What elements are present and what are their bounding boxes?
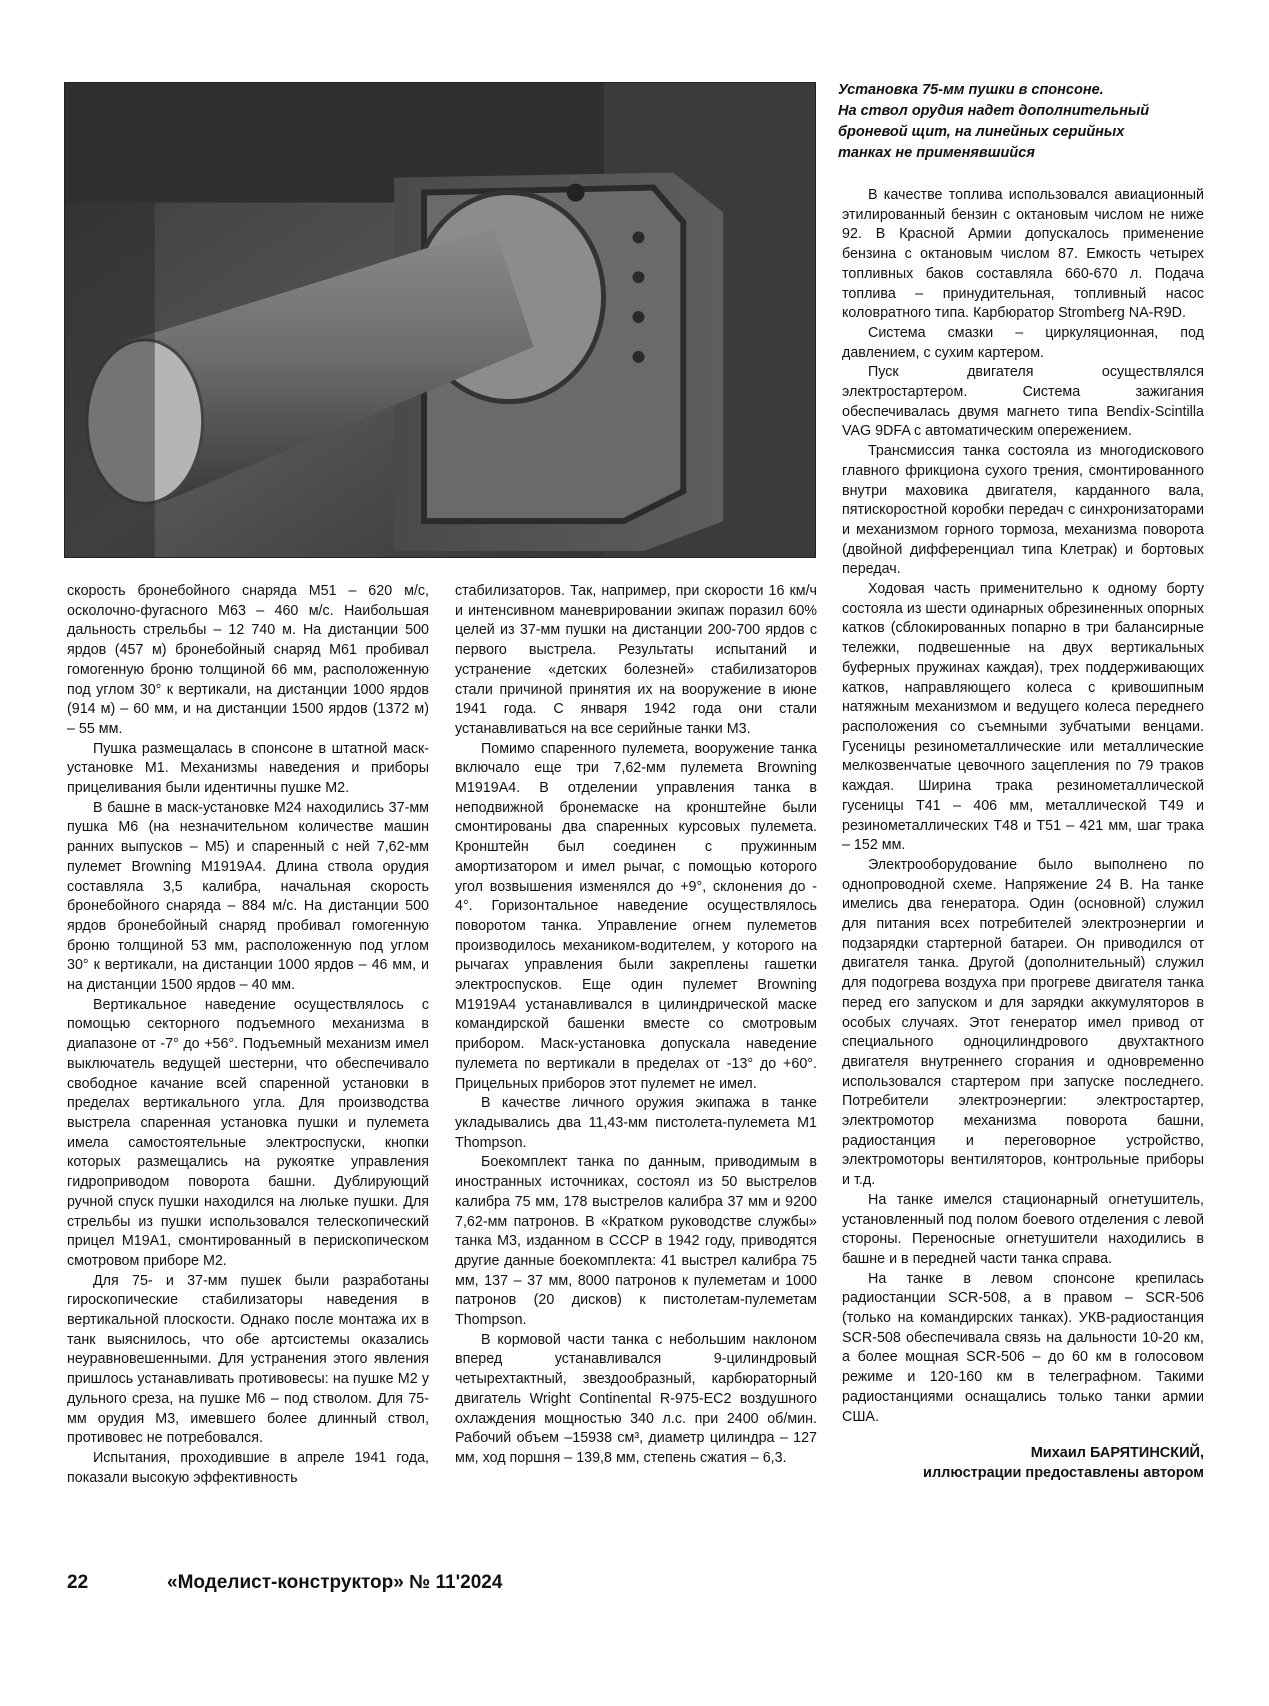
paragraph: В башне в маск-установке М24 находились 37-мм пушка М6 (на незначительном количестве машин ранних выпусков – М5) и спаренный с ней 7,62-мм пулемет Browning M1919A4. Длина ствола орудия составляла 3,5 калибра, начальная скорость бронебойного снаряда – 884 м/с. На дистанции 500 ярдов бронебойный снаряд пробивал гомогенную броню толщиной 53 мм, расположенную под углом 30° к вертикали, на дистанции 1000 ярдов – 46 мм, и на дистанции 1500 ярдов – 40 мм.	[67, 799, 429, 994]
photo-caption	[838, 80, 1218, 164]
paragraph: В кормовой части танка с небольшим наклоном вперед устанавливался 9-цилиндровый четырехтактный, звездообразный, карбюраторный двигатель Wright Continental R-975-EC2 воздушного охлаждения мощностью 340 л.с. при 2400 об/мин. Рабочий объем –15938 см³, диаметр цилиндра – 127 мм, ход поршня – 139,8 мм, степень сжатия – 6,3.	[455, 1331, 817, 1466]
author-name: Михаил БАРЯТИНСКИЙ,	[1030, 1445, 1204, 1462]
author-signature	[842, 1443, 1204, 1483]
text-column-1	[67, 582, 429, 1488]
paragraph: стабилизаторов. Так, например, при скорости 16 км/ч и интенсивном маневрировании экипаж поразил 60% целей из 37-мм пушки на дистанции 200-700 ярдов с первого выстрела. Результаты испытаний и устранение «детских болезней» стабилизаторов стали причиной принятия их на вооружение в июне 1941 года. С января 1942 года они стали устанавливаться на все серийные танки М3.	[455, 583, 817, 737]
paragraph: Боекомплект танка по данным, приводимым в иностранных источниках, состоял из 50 выстрелов калибра 75 мм, 178 выстрелов калибра 37 мм и 9200 7,62-мм патронов. В «Кратком руководстве службы» танка М3, изданном в СССР в 1942 году, приводятся другие данные боекомплекта: 41 выстрел калибра 75 мм, 137 – 37 мм, 8000 патронов к пулеметам и 1000 патронов (20 дисков) к пистолетам-пулеметам Thompson.	[455, 1154, 817, 1329]
paragraph: В качестве личного оружия экипажа в танке укладывались два 11,43-мм пистолета-пулемета M1 Thompson.	[455, 1095, 817, 1151]
paragraph: Трансмиссия танка состояла из многодискового главного фрикциона сухого трения, смонтированного внутри маховика двигателя, карданного вала, пятискоростной коробки передач с синхронизаторами и механизмом горного тормоза, механизма поворота (двойной дифференциал типа Клетрак) и бортовых передач.	[842, 443, 1204, 578]
paragraph: На танке имелся стационарный огнетушитель, установленный под полом боевого отделения с левой стороны. Переносные огнетушители находились в башне и в передней части танка справа.	[842, 1191, 1204, 1267]
paragraph: Помимо спаренного пулемета, вооружение танка включало еще три 7,62-мм пулемета Browning M1919A4. В отделении управления танка в неподвижной бронемаске на кронштейне были смонтированы два спаренных курсовых пулемета. Кронштейн был соединен с пружинным амортизатором и имел рычаг, с помощью которого угол возвышения изменялся до +9°, склонения до - 4°. Горизонтальное наведение осуществлялось поворотом танка. Управление огнем пулеметов производилось механиком-водителем, у которого на рычагах управления были закреплены гашетки электроспусков. Еще один пулемет Browning M1919A4 устанавливался в цилиндрической маске командирской башенки вместе со смотровым прибором. Маск-установка допускала наведение пулемета по вертикали в пределах от -13° до +60°. Прицельных приборов этот пулемет не имел.	[455, 740, 817, 1092]
gun-sponson-photo	[64, 82, 816, 558]
caption-line: На ствол орудия надет дополнительный	[838, 103, 1150, 119]
paragraph: Электрооборудование было выполнено по однопроводной схеме. Напряжение 24 В. На танке имелись два генератора. Один (основной) служил для питания всех потребителей электроэнергии и подзарядки стартерной батареи. Он приводился от двигателя танка. Другой (дополнительный) служил для подогрева воздуха при прогреве двигателя танка перед его запуском и для зарядки аккумуляторов в особых случаях. Этот генератор имел привод от специального одноцилиндрового двухтактного двигателя внутреннего сгорания и одновременно использовался стартером при запуске последнего. Потребители электроэнергии: электростартер, электромотор механизма поворота башни, радиостанция и переговорное устройство, электромоторы вентиляторов, контрольные приборы и т.д.	[842, 856, 1204, 1189]
photo-icon	[65, 83, 815, 557]
text-column-3	[842, 186, 1204, 1483]
caption-line: броневой щит, на линейных серийных	[838, 124, 1125, 140]
magazine-title: «Моделист-конструктор» № 11'2024	[167, 1572, 503, 1593]
paragraph: Система смазки – циркуляционная, под давлением, с сухим картером.	[842, 324, 1204, 361]
paragraph: Пушка размещалась в спонсоне в штатной маск-установке М1. Механизмы наведения и приборы прицеливания были идентичны пушке М2.	[67, 740, 429, 797]
paragraph: Пуск двигателя осуществлялся электростартером. Система зажигания обеспечивалась двумя магнето типа Bendix-Scintilla VAG 9DFA с автоматическим опережением.	[842, 364, 1204, 440]
page-number: 22	[67, 1572, 89, 1593]
paragraph: скорость бронебойного снаряда М51 – 620 м/с, осколочно-фугасного М63 – 460 м/с. Наибольшая дальность стрельбы – 12 740 м. На дистанции 500 ярдов (457 м) бронебойный снаряд М61 пробивал гомогенную броню толщиной 66 мм, расположенную под углом 30° к вертикали, на дистанции 1000 ярдов (914 м) – 60 мм, и на дистанции 1500 ярдов (1372 м) – 55 мм.	[67, 583, 429, 737]
paragraph: На танке в левом спонсоне крепилась радиостанции SCR-508, а в правом – SCR-506 (только на командирских танках). УКВ-радиостанция SCR-508 обеспечивала связь на дальности 10-20 км, а более мощная SCR-506 – до 60 км в голосовом режиме и 120-160 км в телеграфном. Такими радиостанциями оснащались только танки армии США.	[842, 1270, 1204, 1425]
paragraph: Испытания, проходившие в апреле 1941 года, показали высокую эффективность	[67, 1449, 429, 1486]
paragraph: Для 75- и 37-мм пушек были разработаны гироскопические стабилизаторы наведения в вертикальной плоскости. Однако после монтажа их в танк выяснилось, что обе артсистемы оказались неуравновешенными. Для устранения этого явления пришлось устанавливать противовесы: на пушке М2 у дульного среза, на пушке М6 – под стволом. Для 75-мм орудия М3, имевшего более длинный ствол, противовес не потребовался.	[67, 1272, 429, 1447]
paragraph: Ходовая часть применительно к одному борту состояла из шести одинарных обрезиненных опорных катков (сблокированных попарно в три балансирные тележки, подвешенные на двух вертикальных буферных пружинах каждая), трех поддерживающих катков, направляющего колеса с кривошипным натяжным механизмом и ведущего колеса переднего расположения со съемными зубчатыми венцами. Гусеницы резинометаллические или металлические мелкозвенчатые цевочного зацепления по 79 траков каждая. Ширина трака резинометаллической гусеницы Т41 – 406 мм, металлической Т49 и резинометаллических Т48 и Т51 – 421 мм, шаг трака – 152 мм.	[842, 581, 1204, 854]
page-footer	[67, 1572, 502, 1594]
illustration-credit: иллюстрации предоставлены автором	[923, 1465, 1204, 1482]
paragraph: Вертикальное наведение осуществлялось с помощью секторного подъемного механизма в диапазоне от -7° до +56°. Подъемный механизм имел выключатель ведущей шестерни, что обеспечивало свободное качание всей спаренной установки в пределах вертикального угла. Для производства выстрела спаренная установка пушки и пулемета имела самостоятельные электроспуски, кнопки которых размещались на рукоятке управления гидроприводом поворота башни. Дублирующий ручной спуск пушки находился на люльке пушки. Для стрельбы из пушки использовался телескопический прицел М19А1, смонтированный в перископическом смотровом приборе М2.	[67, 996, 429, 1269]
paragraph: В качестве топлива использовался авиационный этилированный бензин с октановым числом не ниже 92. В Красной Армии допускалось применение бензина с октановым числом 87. Емкость четырех топливных баков составляла 660-670 л. Подача топлива – принудительная, топливный насос коловратного типа. Карбюратор Stromberg NA-R9D.	[842, 187, 1204, 322]
caption-line: танках не применявшийся	[838, 145, 1035, 161]
caption-line: Установка 75-мм пушки в спонсоне.	[838, 82, 1104, 98]
text-column-2	[455, 582, 817, 1469]
